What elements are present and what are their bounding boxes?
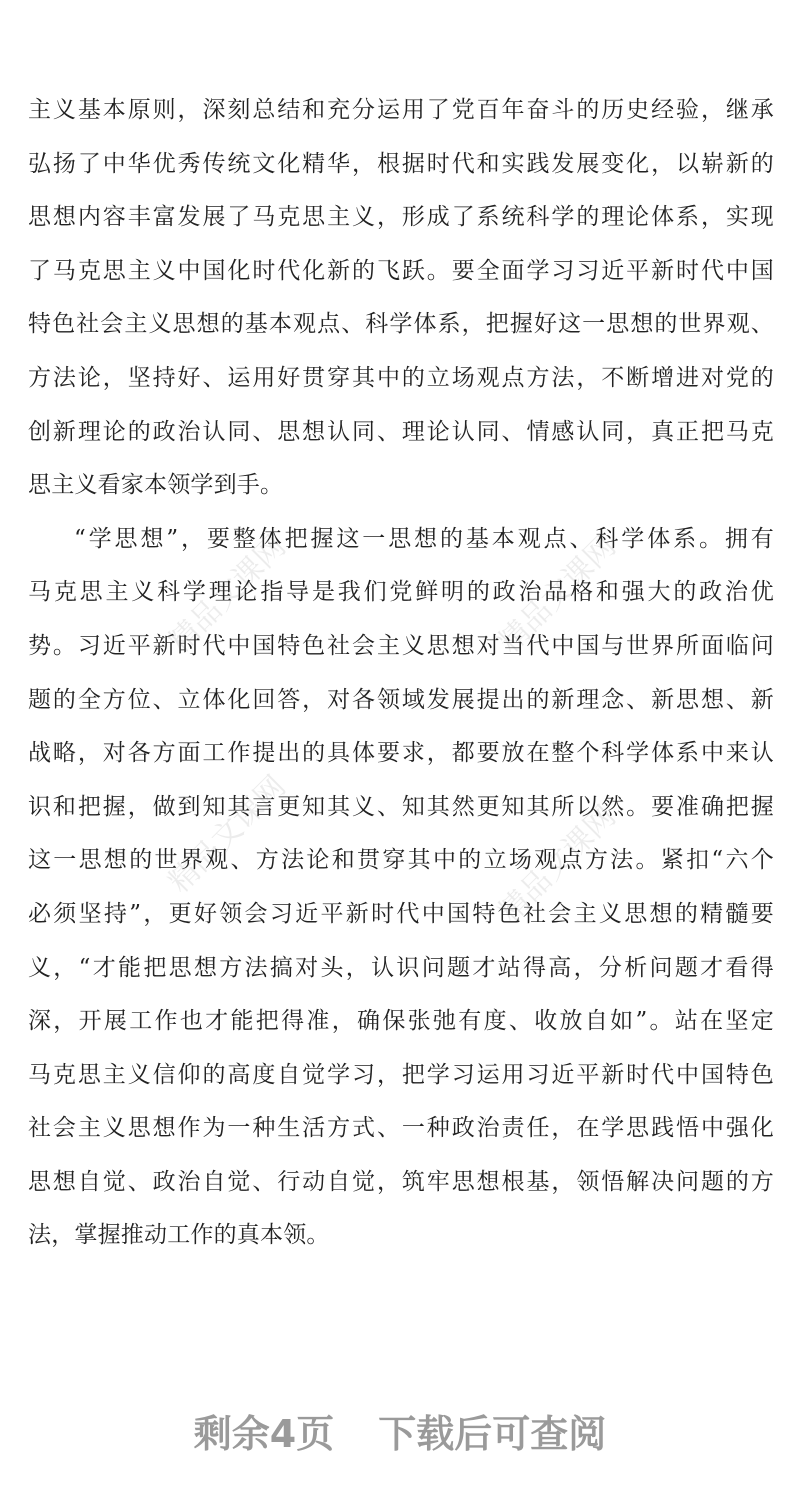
watermark-4: 精品文课网 — [492, 799, 623, 930]
text-line: 特色社会主义思想的基本观点、科学体系，把握好这一思想的世界观、 — [28, 311, 774, 338]
text-line: 势。习近平新时代中国特色社会主义思想对当代中国与世界所面临问 — [28, 632, 774, 659]
text-line: 主义基本原则，深刻总结和充分运用了党百年奋斗的历史经验，继承 — [28, 97, 774, 123]
text-line: 战略，对各方面工作提出的具体要求，都要放在整个科学体系中来认 — [28, 740, 774, 767]
text-line: 方法论，坚持好、运用好贯穿其中的立场观点方法，不断增进对党的 — [28, 364, 774, 391]
text-line: 了马克思主义中国化时代化新的飞跃。要全面学习习近平新时代中国 — [28, 257, 774, 284]
download-prompt[interactable] — [0, 1402, 800, 1466]
text-line: 义，“才能把思想方法搞对头，认识问题才站得高，分析问题才看得 — [28, 954, 774, 981]
text-line: 思主义看家本领学到手。 — [28, 472, 284, 499]
text-line: 题的全方位、立体化回答，对各领域发展提出的新理念、新思想、新 — [28, 686, 774, 713]
text-line: 思想自觉、政治自觉、行动自觉，筑牢思想根基，领悟解决问题的方 — [28, 1168, 774, 1195]
text-line: 创新理论的政治认同、思想认同、理论认同、情感认同，真正把马克 — [28, 418, 774, 445]
text-line: 社会主义思想作为一种生活方式、一种政治责任，在学思践悟中强化 — [28, 1115, 774, 1142]
text-line: 弘扬了中华优秀传统文化精华，根据时代和实践发展变化，以崭新的 — [28, 150, 774, 177]
text-line: 必须坚持”，更好领会习近平新时代中国特色社会主义思想的精髓要 — [28, 900, 774, 927]
text-line: 马克思主义科学理论指导是我们党鲜明的政治品格和强大的政治优 — [28, 579, 774, 606]
watermark-3: 精品文课网 — [162, 769, 293, 900]
text-line: 法，掌握推动工作的真本领。 — [28, 1222, 330, 1249]
text-line: 深，开展工作也才能把得准，确保张弛有度、收放自如”。站在坚定 — [28, 1008, 774, 1035]
paragraph — [28, 84, 774, 513]
watermark-2: 精品文课网 — [492, 529, 623, 660]
remaining-pages-text: 剩余4页 — [193, 1412, 335, 1456]
text-line: 思想内容丰富发展了马克思主义，形成了系统科学的理论体系，实现 — [28, 204, 774, 231]
download-to-view-text: 下载后可查阅 — [378, 1412, 607, 1456]
text-line: 识和把握，做到知其言更知其义、知其然更知其所以然。要准确把握 — [28, 793, 774, 820]
watermark-1: 精品文课网 — [162, 529, 293, 660]
document-body — [28, 84, 774, 1263]
text-line: 这一思想的世界观、方法论和贯穿其中的立场观点方法。紧扣“六个 — [28, 847, 774, 874]
text-line: “学思想”，要整体把握这一思想的基本观点、科学体系。拥有 — [74, 525, 774, 552]
text-line: 马克思主义信仰的高度自觉学习，把学习运用习近平新时代中国特色 — [28, 1061, 774, 1088]
paragraph — [28, 513, 774, 1263]
